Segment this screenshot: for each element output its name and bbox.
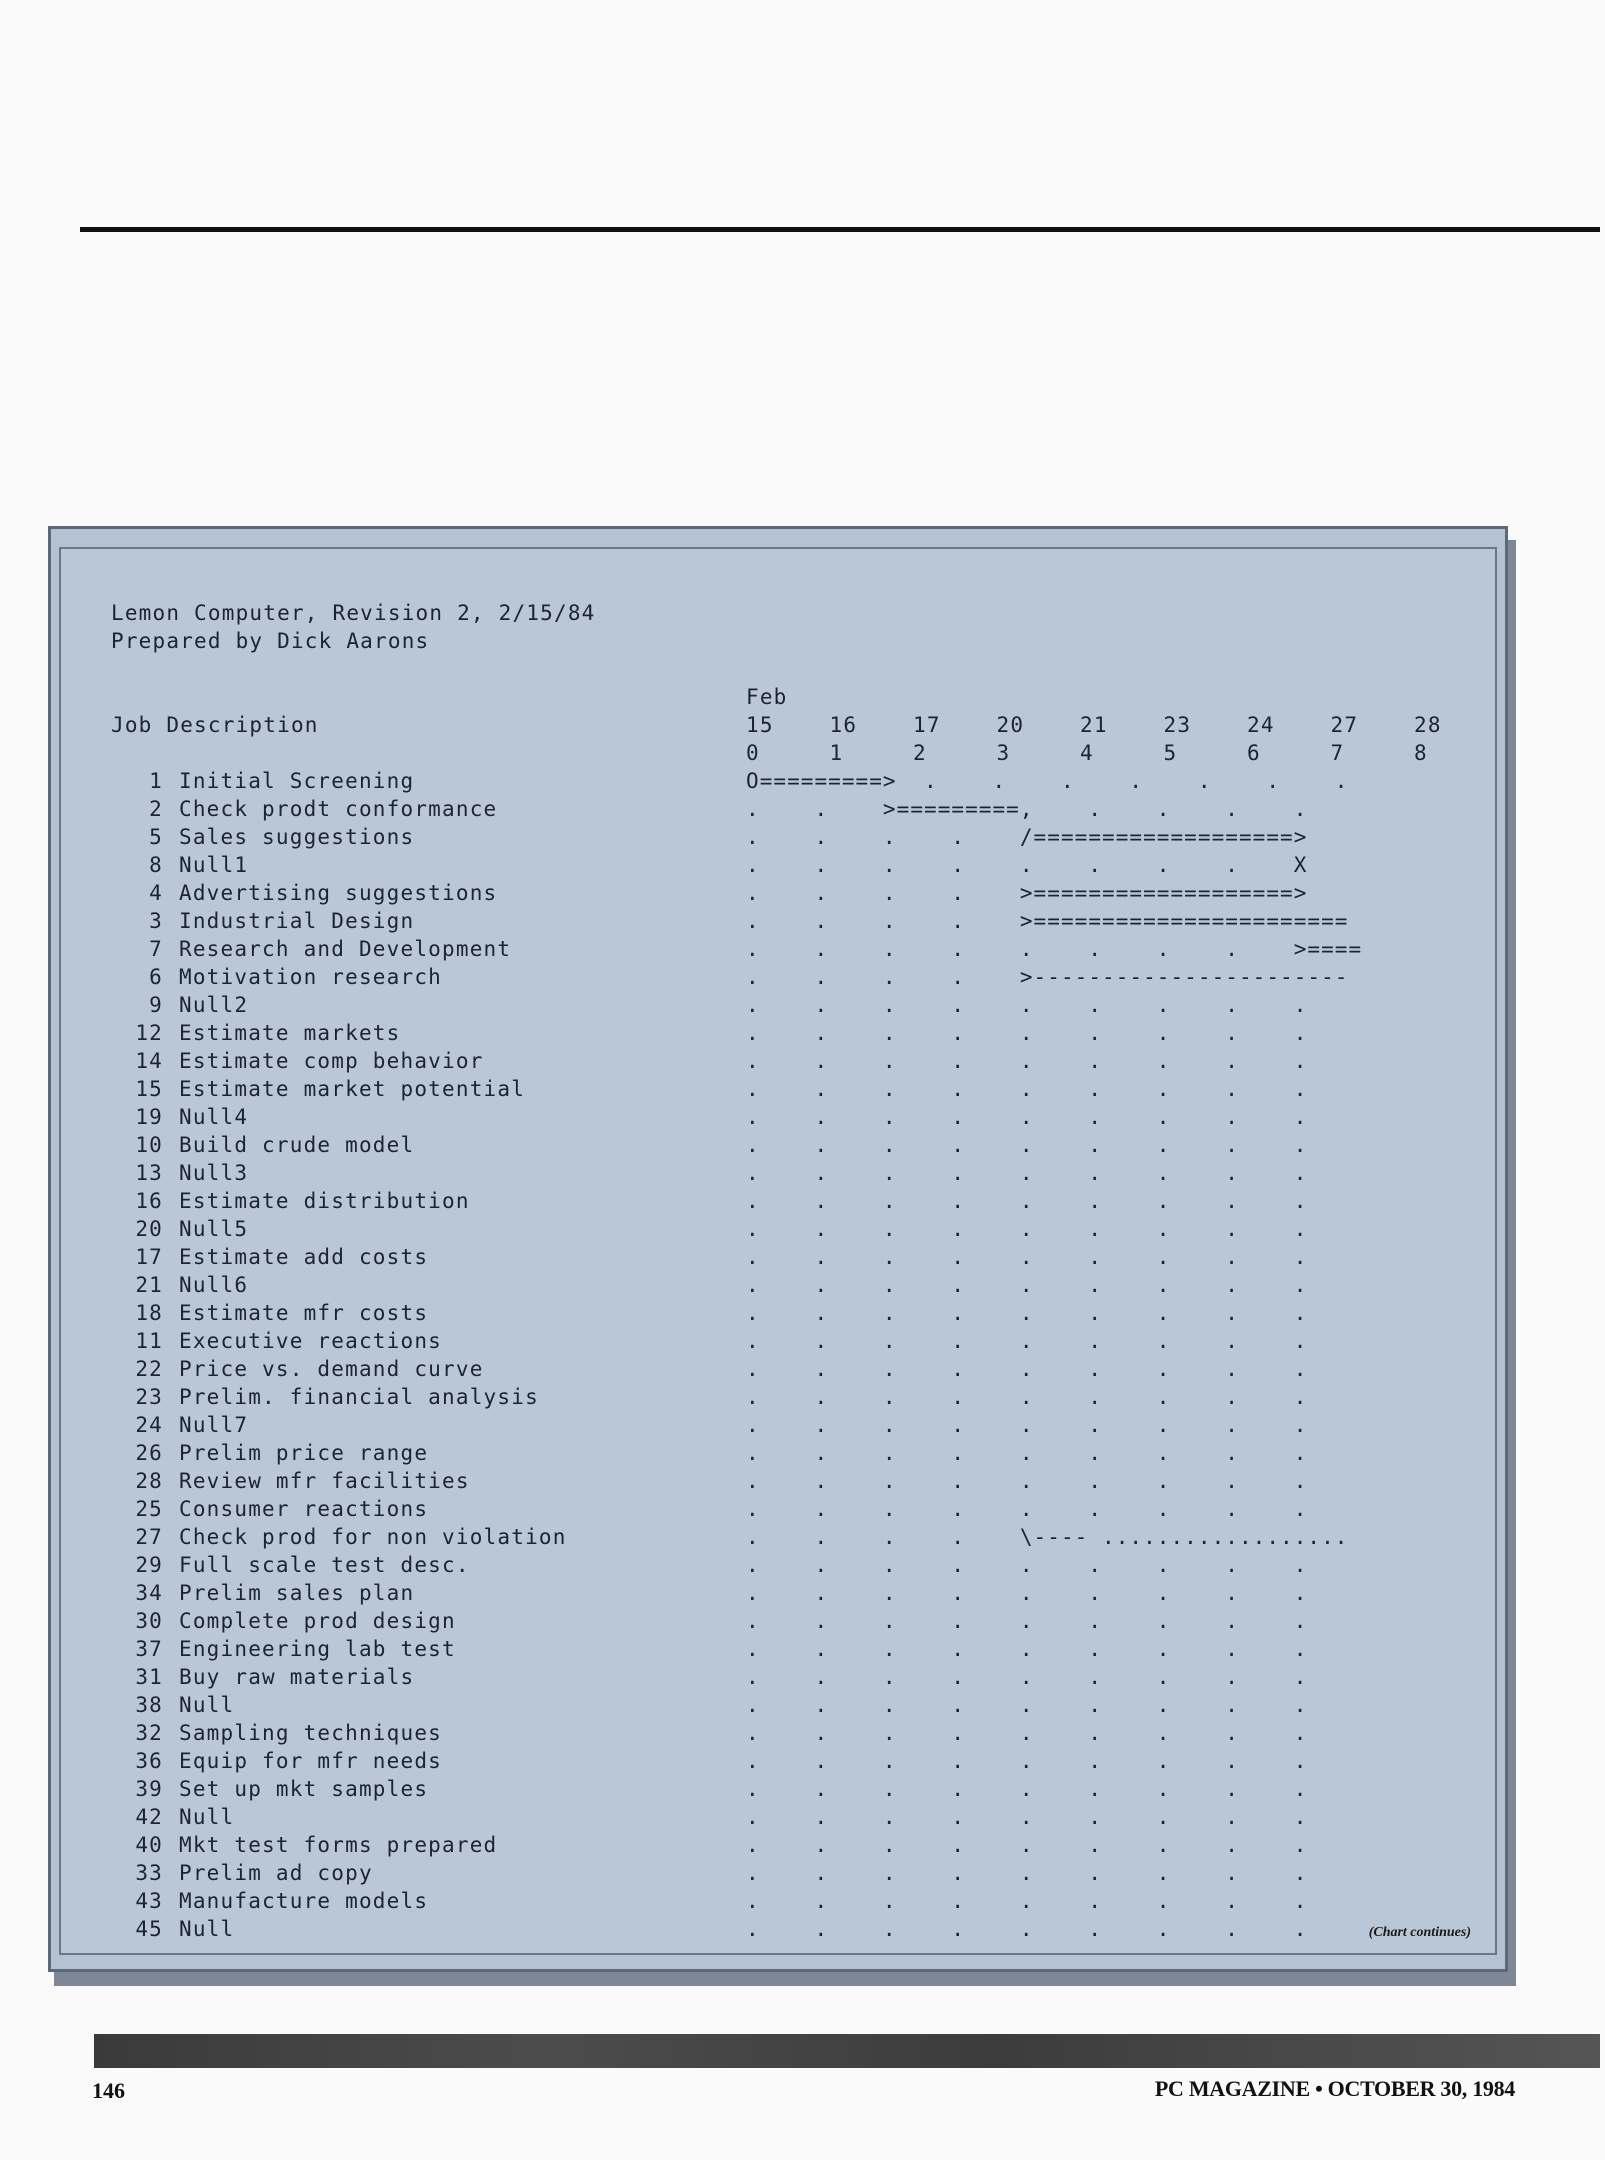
- job-description: Build crude model: [179, 1133, 415, 1157]
- date-column-5: 23: [1163, 713, 1192, 737]
- job-description-header: Job Description: [111, 713, 319, 737]
- job-description: Null: [179, 1917, 235, 1941]
- job-description: Set up mkt samples: [179, 1777, 429, 1801]
- job-number: 45: [135, 1917, 163, 1941]
- job-description: Null2: [179, 993, 249, 1017]
- job-description: Consumer reactions: [179, 1497, 429, 1521]
- job-description: Prelim sales plan: [179, 1581, 415, 1605]
- job-number: 9: [149, 993, 163, 1017]
- job-number: 8: [149, 853, 163, 877]
- job-description: Estimate comp behavior: [179, 1049, 484, 1073]
- job-number: 25: [135, 1497, 163, 1521]
- job-number: 27: [135, 1525, 163, 1549]
- job-description: Engineering lab test: [179, 1637, 456, 1661]
- job-number: 6: [149, 965, 163, 989]
- job-number: 43: [135, 1889, 163, 1913]
- job-timeline: . . . . . . . . .: [746, 1217, 1308, 1241]
- job-description: Estimate market potential: [179, 1077, 526, 1101]
- job-timeline: . . . . . . . . .: [746, 1581, 1308, 1605]
- screen-panel: [48, 526, 1508, 1972]
- job-number: 34: [135, 1581, 163, 1605]
- date-column-4: 21: [1080, 713, 1108, 737]
- date-column-1: 16: [829, 713, 858, 737]
- job-description: Estimate add costs: [179, 1245, 429, 1269]
- job-number: 18: [135, 1301, 163, 1325]
- job-number: 32: [135, 1721, 163, 1745]
- job-number: 20: [135, 1217, 163, 1241]
- job-timeline: . . . . . . . . .: [746, 1021, 1308, 1045]
- job-number: 7: [149, 937, 163, 961]
- job-number: 14: [135, 1049, 163, 1073]
- screen-inner: [59, 547, 1497, 1955]
- job-description: Executive reactions: [179, 1329, 443, 1353]
- job-description: Prelim. financial analysis: [179, 1385, 539, 1409]
- job-timeline: . . . . . . . . .: [746, 1385, 1308, 1409]
- date-column-8: 28: [1414, 713, 1442, 737]
- job-description: Null1: [179, 853, 249, 877]
- job-timeline: . . . . . . . . .: [746, 1749, 1308, 1773]
- job-number: 30: [135, 1609, 163, 1633]
- job-number: 31: [135, 1665, 163, 1689]
- job-timeline: . . . . . . . . .: [746, 1329, 1308, 1353]
- job-number: 22: [135, 1357, 163, 1381]
- chart-continues-caption: (Chart continues): [1368, 1925, 1471, 1940]
- job-description: Review mfr facilities: [179, 1469, 470, 1493]
- day-index-0: 0: [746, 741, 760, 765]
- day-index-6: 6: [1247, 741, 1261, 765]
- job-description: Check prodt conformance: [179, 797, 498, 821]
- job-number: 16: [135, 1189, 163, 1213]
- footer-bar: [94, 2034, 1600, 2068]
- job-number: 39: [135, 1777, 163, 1801]
- day-index-4: 4: [1080, 741, 1094, 765]
- job-description: Prelim price range: [179, 1441, 429, 1465]
- job-timeline: . . . . . . . . .: [746, 1665, 1308, 1689]
- job-timeline: . . . . . . . . .: [746, 1301, 1308, 1325]
- job-description: Null3: [179, 1161, 249, 1185]
- job-description: Null4: [179, 1105, 249, 1129]
- job-number: 12: [135, 1021, 163, 1045]
- job-description: Prelim ad copy: [179, 1861, 373, 1885]
- job-description: Estimate mfr costs: [179, 1301, 429, 1325]
- day-index-8: 8: [1414, 741, 1428, 765]
- job-number: 10: [135, 1133, 163, 1157]
- job-timeline: . . . . . . . . X: [746, 853, 1308, 877]
- job-timeline: . . . . . . . . .: [746, 1637, 1308, 1661]
- job-number: 37: [135, 1637, 163, 1661]
- job-description: Motivation research: [179, 965, 443, 989]
- job-timeline: . . . . . . . . .: [746, 1553, 1308, 1577]
- job-timeline: . . >=========, . . . .: [746, 797, 1308, 821]
- job-timeline: . . . . . . . . .: [746, 1357, 1308, 1381]
- job-timeline: . . . . . . . . .: [746, 1861, 1308, 1885]
- day-index-2: 2: [913, 741, 927, 765]
- job-number: 1: [149, 769, 163, 793]
- job-timeline: . . . . . . . . .: [746, 1469, 1308, 1493]
- top-rule: [80, 227, 1600, 232]
- job-number: 13: [135, 1161, 163, 1185]
- page-number: 146: [92, 2078, 125, 2103]
- job-number: 15: [135, 1077, 163, 1101]
- job-timeline: . . . . . . . . .: [746, 1609, 1308, 1633]
- job-description: Null7: [179, 1413, 249, 1437]
- job-number: 29: [135, 1553, 163, 1577]
- job-number: 23: [135, 1385, 163, 1409]
- prepared-by: Prepared by Dick Aarons: [111, 629, 430, 653]
- magazine-issue: PC MAGAZINE • OCTOBER 30, 1984: [1154, 2076, 1515, 2101]
- job-description: Initial Screening: [179, 769, 415, 793]
- date-column-6: 24: [1247, 713, 1275, 737]
- job-description: Advertising suggestions: [179, 881, 498, 905]
- job-timeline: . . . . . . . . .: [746, 1189, 1308, 1213]
- job-description: Sales suggestions: [179, 825, 415, 849]
- job-timeline: . . . . . . . . .: [746, 1917, 1308, 1941]
- day-index-5: 5: [1163, 741, 1178, 765]
- job-number: 38: [135, 1693, 163, 1717]
- job-description: Null: [179, 1693, 235, 1717]
- job-number: 2: [149, 797, 163, 821]
- job-number: 28: [135, 1469, 163, 1493]
- job-timeline: . . . . . . . . .: [746, 1273, 1308, 1297]
- job-number: 40: [135, 1833, 163, 1857]
- job-description: Estimate markets: [179, 1021, 401, 1045]
- job-number: 11: [135, 1329, 163, 1353]
- job-timeline: . . . . >=======================: [746, 909, 1349, 933]
- job-number: 24: [135, 1413, 163, 1437]
- job-number: 33: [135, 1861, 163, 1885]
- job-timeline: . . . . . . . . .: [746, 1413, 1308, 1437]
- job-number: 4: [149, 881, 163, 905]
- job-timeline: . . . . /===================>: [746, 825, 1308, 849]
- job-timeline: . . . . . . . . .: [746, 993, 1308, 1017]
- job-number: 19: [135, 1105, 163, 1129]
- job-number: 21: [135, 1273, 163, 1297]
- job-description: Estimate distribution: [179, 1189, 470, 1213]
- job-timeline: . . . . . . . . .: [746, 1889, 1308, 1913]
- job-timeline: . . . . . . . . .: [746, 1077, 1308, 1101]
- date-column-3: 20: [996, 713, 1025, 737]
- job-description: Null5: [179, 1217, 249, 1241]
- job-description: Price vs. demand curve: [179, 1357, 484, 1381]
- date-column-7: 27: [1330, 713, 1359, 737]
- job-timeline: . . . . . . . . .: [746, 1441, 1308, 1465]
- job-timeline: . . . . . . . . .: [746, 1245, 1308, 1269]
- job-description: Complete prod design: [179, 1609, 456, 1633]
- job-description: Equip for mfr needs: [179, 1749, 443, 1773]
- job-timeline: O=========> . . . . . . .: [746, 769, 1349, 793]
- job-description: Mkt test forms prepared: [179, 1833, 498, 1857]
- job-timeline: . . . . . . . . .: [746, 1721, 1308, 1745]
- job-description: Buy raw materials: [179, 1665, 415, 1689]
- job-timeline: . . . . >===================>: [746, 881, 1308, 905]
- job-description: Research and Development: [179, 937, 512, 961]
- job-timeline: . . . . . . . . .: [746, 1833, 1308, 1857]
- job-description: Check prod for non violation: [179, 1525, 567, 1549]
- job-timeline: . . . . . . . . .: [746, 1049, 1308, 1073]
- job-timeline: . . . . . . . . >====: [746, 937, 1363, 961]
- job-timeline: . . . . \---- ..................: [746, 1525, 1349, 1549]
- job-description: Null: [179, 1805, 235, 1829]
- job-number: 36: [135, 1749, 163, 1773]
- job-timeline: . . . . . . . . .: [746, 1497, 1308, 1521]
- job-timeline: . . . . >-----------------------: [746, 965, 1349, 989]
- job-timeline: . . . . . . . . .: [746, 1693, 1308, 1717]
- job-number: 3: [149, 909, 163, 933]
- job-description: Industrial Design: [179, 909, 415, 933]
- date-column-0: 15: [746, 713, 774, 737]
- job-number: 26: [135, 1441, 163, 1465]
- chart-title: Lemon Computer, Revision 2, 2/15/84: [111, 601, 596, 625]
- job-description: Manufacture models: [179, 1889, 429, 1913]
- job-timeline: . . . . . . . . .: [746, 1805, 1308, 1829]
- day-index-7: 7: [1330, 741, 1345, 765]
- job-timeline: . . . . . . . . .: [746, 1105, 1308, 1129]
- month-label: Feb: [746, 685, 788, 709]
- job-number: 5: [149, 825, 163, 849]
- job-timeline: . . . . . . . . .: [746, 1133, 1308, 1157]
- job-number: 42: [135, 1805, 163, 1829]
- job-description: Sampling techniques: [179, 1721, 443, 1745]
- job-description: Full scale test desc.: [179, 1553, 470, 1577]
- day-index-3: 3: [996, 741, 1011, 765]
- job-timeline: . . . . . . . . .: [746, 1161, 1308, 1185]
- job-timeline: . . . . . . . . .: [746, 1777, 1308, 1801]
- day-index-1: 1: [829, 741, 844, 765]
- job-number: 17: [135, 1245, 163, 1269]
- job-description: Null6: [179, 1273, 249, 1297]
- date-column-2: 17: [913, 713, 941, 737]
